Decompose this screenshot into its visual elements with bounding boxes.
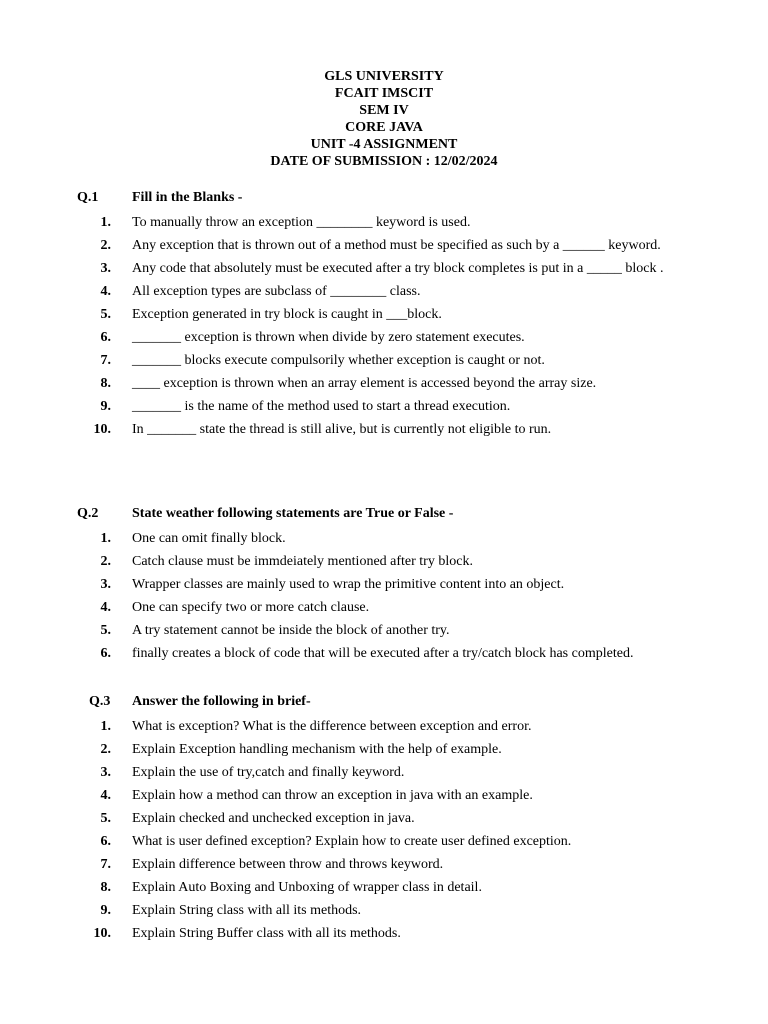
item-text: Any code that absolutely must be executed after a try block completes is put in a _____ block . — [132, 261, 664, 276]
list-item — [0, 645, 768, 662]
item-text: ____ exception is thrown when an array element is accessed beyond the array size. — [132, 376, 597, 391]
item-text: Wrapper classes are mainly used to wrap the primitive content into an object. — [132, 577, 565, 592]
item-number: 1. — [100, 215, 111, 230]
item-text: Explain String Buffer class with all its methods. — [132, 926, 401, 941]
unit-title: UNIT -4 ASSIGNMENT — [310, 137, 458, 152]
list-item — [0, 375, 768, 392]
item-text: What is exception? What is the difference between exception and error. — [132, 719, 532, 734]
item-text: _______ blocks execute compulsorily whether exception is caught or not. — [132, 353, 545, 368]
list-item — [0, 237, 768, 254]
item-text: In _______ state the thread is still alive, but is currently not eligible to run. — [132, 422, 552, 437]
question-heading — [0, 504, 768, 524]
list-item — [0, 283, 768, 300]
item-text: One can specify two or more catch clause. — [132, 600, 370, 615]
item-number: 6. — [100, 646, 111, 661]
item-number: 4. — [100, 600, 111, 615]
item-text: A try statement cannot be inside the block of another try. — [132, 623, 450, 638]
list-item — [0, 306, 768, 323]
subject-title: CORE JAVA — [345, 120, 423, 135]
question-number: Q.3 — [89, 694, 111, 709]
list-item — [0, 352, 768, 369]
list-item — [0, 530, 768, 547]
item-text: Explain difference between throw and throws keyword. — [132, 857, 444, 872]
item-number: 7. — [100, 857, 111, 872]
item-number: 3. — [100, 261, 111, 276]
submission-date: DATE OF SUBMISSION : 12/02/2024 — [270, 154, 498, 169]
item-text: Catch clause must be immdeiately mentioned after try block. — [132, 554, 473, 569]
item-text: Exception generated in try block is caught in ___block. — [132, 307, 442, 322]
question-list — [0, 718, 768, 942]
item-number: 4. — [100, 788, 111, 803]
item-number: 5. — [100, 811, 111, 826]
item-text: Explain the use of try,catch and finally keyword. — [132, 765, 405, 780]
question-title: State weather following statements are True or False - — [132, 506, 454, 521]
item-text: Explain Auto Boxing and Unboxing of wrapper class in detail. — [132, 880, 482, 895]
question-number: Q.1 — [77, 190, 99, 205]
item-text: finally creates a block of code that will be executed after a try/catch block has completed. — [132, 646, 634, 661]
item-number: 10. — [93, 422, 111, 437]
item-number: 1. — [100, 719, 111, 734]
item-text: Any exception that is thrown out of a method must be specified as such by a ______ keyword. — [132, 238, 661, 253]
item-number: 3. — [100, 577, 111, 592]
item-text: _______ exception is thrown when divide by zero statement executes. — [132, 330, 525, 345]
item-number: 2. — [100, 238, 111, 253]
item-number: 7. — [100, 353, 111, 368]
document-header — [0, 68, 768, 170]
item-number: 9. — [100, 903, 111, 918]
list-item — [0, 260, 768, 277]
department-name: FCAIT IMSCIT — [334, 86, 434, 101]
list-item — [0, 902, 768, 919]
question-list — [0, 214, 768, 438]
item-number: 10. — [93, 926, 111, 941]
item-number: 9. — [100, 399, 111, 414]
list-item — [0, 810, 768, 827]
item-number: 1. — [100, 531, 111, 546]
item-number: 4. — [100, 284, 111, 299]
item-text: Explain checked and unchecked exception in java. — [132, 811, 415, 826]
list-item — [0, 421, 768, 438]
item-text: One can omit finally block. — [132, 531, 286, 546]
item-text: To manually throw an exception ________ keyword is used. — [132, 215, 471, 230]
item-number: 8. — [100, 376, 111, 391]
item-number: 6. — [100, 834, 111, 849]
item-text: Explain Exception handling mechanism with the help of example. — [132, 742, 502, 757]
list-item — [0, 553, 768, 570]
list-item — [0, 599, 768, 616]
item-number: 3. — [100, 765, 111, 780]
list-item — [0, 833, 768, 850]
item-text: Explain how a method can throw an exception in java with an example. — [132, 788, 533, 803]
item-number: 6. — [100, 330, 111, 345]
item-text: _______ is the name of the method used to start a thread execution. — [132, 399, 511, 414]
list-item — [0, 787, 768, 804]
question-section-1 — [0, 188, 768, 438]
list-item — [0, 214, 768, 231]
item-text: What is user defined exception? Explain how to create user defined exception. — [132, 834, 572, 849]
question-heading — [0, 692, 768, 712]
item-text: Explain String class with all its methods. — [132, 903, 362, 918]
question-heading — [0, 188, 768, 208]
question-section-3 — [0, 692, 768, 942]
list-item — [0, 741, 768, 758]
semester-label: SEM IV — [359, 103, 409, 118]
list-item — [0, 856, 768, 873]
list-item — [0, 622, 768, 639]
item-number: 5. — [100, 307, 111, 322]
list-item — [0, 576, 768, 593]
list-item — [0, 398, 768, 415]
question-section-2 — [0, 504, 768, 662]
question-number: Q.2 — [77, 506, 99, 521]
list-item — [0, 925, 768, 942]
question-title: Answer the following in brief- — [132, 694, 311, 709]
item-number: 8. — [100, 880, 111, 895]
item-number: 2. — [100, 742, 111, 757]
list-item — [0, 764, 768, 781]
list-item — [0, 329, 768, 346]
item-text: All exception types are subclass of ________ class. — [132, 284, 421, 299]
question-list — [0, 530, 768, 662]
item-number: 5. — [100, 623, 111, 638]
list-item — [0, 879, 768, 896]
university-name: GLS UNIVERSITY — [324, 69, 444, 84]
question-title: Fill in the Blanks - — [132, 190, 243, 205]
item-number: 2. — [100, 554, 111, 569]
list-item — [0, 718, 768, 735]
